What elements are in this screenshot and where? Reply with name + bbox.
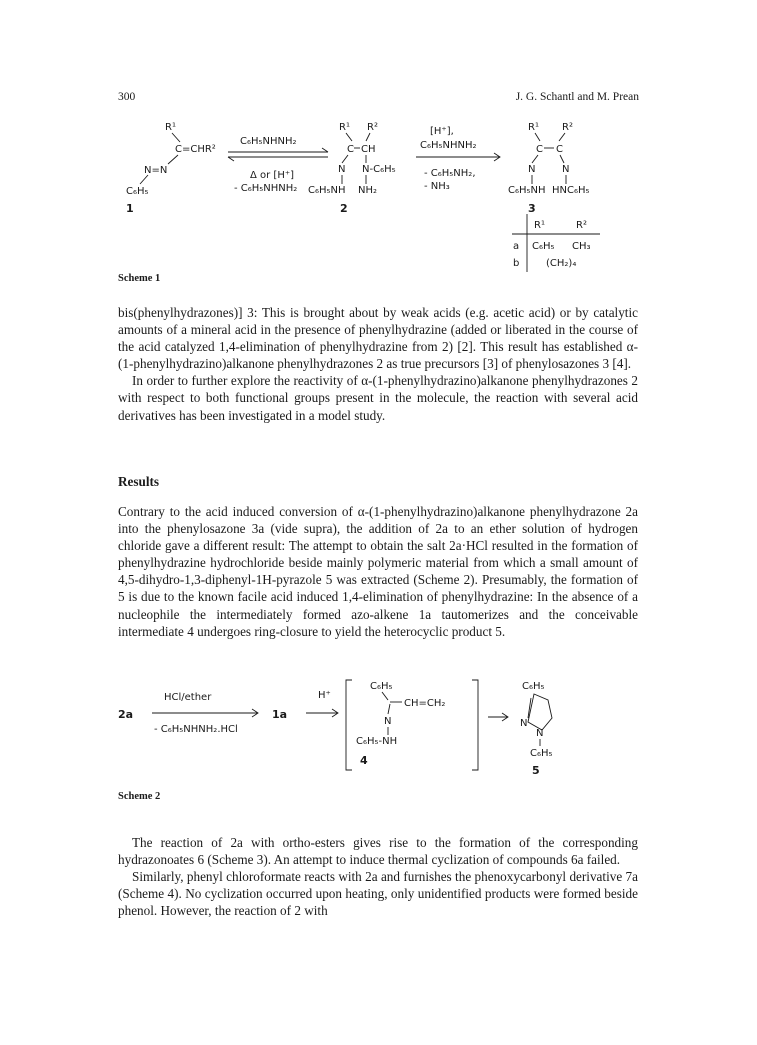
s1-c2-r1: R¹ (339, 122, 350, 133)
s1-c2-ch: CH (361, 144, 376, 155)
s1-c2-bond-r1 (346, 133, 352, 141)
s1-compound-3-number: 3 (528, 202, 536, 215)
s2-bracket-right (472, 680, 478, 770)
s1-c1-bond-nph (140, 175, 148, 184)
s1-c2-bond-cn (342, 155, 348, 163)
scheme-1-caption: Scheme 1 (118, 273, 161, 284)
paragraph-1: bis(phenylhydrazones)] 3: This is brought about by weak acids (e.g. acetic acid) or by catalytic amounts of a mineral acid in the presence of phenylhydrazine (added or liberated in the course of the acid catalyzed 1,4-elimination of phenylhydrazine from 2) [2]. This result has established α-(1-phenylhydrazino)alkanone phenylhydrazones 2 as true precursors [3] of phenylosazones 3 [4]. (118, 305, 638, 372)
s1-arrow1-head (322, 148, 328, 152)
s1-c3-c2: C (556, 144, 563, 155)
s1-table-row-a-r2: CH₃ (572, 241, 591, 252)
s1-c1-alkene: C=CHR² (175, 144, 216, 155)
page-number: 300 (118, 91, 136, 103)
scheme-1-figure (110, 112, 650, 277)
s1-table-row-a-id: a (513, 241, 520, 252)
s1-c1-r1: R¹ (165, 122, 176, 133)
scheme-2-caption: Scheme 2 (118, 791, 161, 802)
s1-table-head-r2: R² (576, 220, 587, 231)
s1-arrow2-byproduct2: - NH₃ (424, 181, 450, 192)
s1-table-row-a-r1: C₆H₅ (532, 241, 555, 252)
s2-c5-phenyl: C₆H₅ (522, 681, 545, 692)
s2-c4-bond-cn (388, 704, 390, 714)
s2-c4-n: N (384, 716, 392, 727)
s1-c1-bond-r1 (172, 133, 180, 142)
s1-c2-carbon: C (347, 144, 354, 155)
s1-arrow1-head-rev (228, 157, 234, 161)
s2-intermediate-1a: 1a (272, 708, 288, 721)
body-text-results (118, 503, 638, 640)
s1-c2-r2: R² (367, 122, 378, 133)
s1-c1-azo: N=N (144, 165, 168, 176)
s1-c2-bond-r2 (366, 133, 370, 141)
s2-c5-n2: N (536, 728, 544, 739)
s1-c3-c1: C (536, 144, 543, 155)
s1-c3-bond-r2 (559, 133, 565, 141)
s1-c3-r1: R¹ (528, 122, 539, 133)
body-text-upper (118, 304, 638, 424)
s1-arrow2-reagent: C₆H₅NHNH₂ (420, 140, 477, 151)
s2-c4-phnh: C₆H₅-NH (356, 736, 398, 747)
scheme-2-figure (110, 672, 650, 782)
s2-c5-phenyl2: C₆H₅ (530, 748, 553, 759)
s1-table-row-b-id: b (513, 258, 520, 269)
s2-c4-bond-ph (382, 692, 388, 700)
s2-bracket-left (346, 680, 352, 770)
s1-arrow1-reagent: C₆H₅NHNH₂ (240, 136, 297, 147)
paragraph-4: The reaction of 2a with ortho-esters gives rise to the formation of the corresponding hydrazonoates 6 (Scheme 3). An attempt to induce thermal cyclization of compounds 6a failed. (118, 835, 638, 868)
s1-c3-hnph: HNC₆H₅ (552, 185, 590, 196)
s2-compound-4-number: 4 (360, 754, 368, 767)
paragraph-3: Contrary to the acid induced conversion of α-(1-phenylhydrazino)alkanone phenylhydrazone 2a into the phenylosazone 3a (vide supra), the addition of 2a to an ether solution of hydrogen chloride gave a different result: The attempt to obtain the salt 2a·HCl resulted in the formation of phenylhydrazine hydrochloride beside mainly polymeric material from which a small amount of 4,5-dihydro-1,3-diphenyl-1H-pyrazole 5 was extracted (Scheme 2). Presumably, the formation of 5 is due to the known facile acid induced 1,4-elimination of phenylhydrazine: In the absence of a nucleophile the intermediately formed azo-alkene 1a tautomerizes and the conceivable intermediate 4 undergoes ring-closure to yield the heterocyclic product 5. (118, 504, 638, 639)
s1-compound-1-number: 1 (126, 202, 134, 215)
s1-c3-r2: R² (562, 122, 573, 133)
s2-c5-ring (528, 694, 552, 730)
s2-start-compound: 2a (118, 708, 134, 721)
s1-c1-phenyl: C₆H₅ (126, 186, 149, 197)
running-header-authors: J. G. Schantl and M. Prean (515, 91, 639, 103)
s1-table-row-b-r1: (CH₂)₄ (546, 258, 577, 269)
s2-c5-n1: N (520, 718, 528, 729)
s1-arrow1-condition: Δ or [H⁺] (250, 170, 295, 181)
s2-c4-vinyl: CH=CH₂ (404, 698, 446, 709)
s1-c2-n: N (338, 164, 346, 175)
s1-c3-phnh: C₆H₅NH (508, 185, 546, 196)
body-text-lower (118, 834, 638, 919)
s1-c3-n2: N (562, 164, 570, 175)
s2-compound-5-number: 5 (532, 764, 540, 777)
s1-arrow2-acid: [H⁺], (430, 126, 454, 137)
s1-c2-nph: N-C₆H₅ (362, 164, 396, 175)
paragraph-2: In order to further explore the reactivity of α-(1-phenylhydrazino)alkanone phenylhydrazones 2 with respect to both functional groups present in the molecule, the reaction with several acid derivatives has been investigated in a model study. (118, 373, 638, 423)
s1-c3-bond-r1 (535, 133, 540, 141)
s2-c4-phenyl: C₆H₅ (370, 681, 393, 692)
paragraph-5: Similarly, phenyl chloroformate reacts with 2a and furnishes the phenoxycarbonyl derivative 7a (Scheme 4). No cyclization occurred upon heating, only unidentified products were formed beside phenol. However, the reaction of 2 with (118, 869, 638, 919)
s1-c3-bond-cn2 (560, 155, 564, 163)
results-heading: Results (118, 474, 160, 489)
s1-table-head-r1: R¹ (534, 220, 545, 231)
s1-c1-bond-cn (168, 155, 178, 164)
s1-c2-nh2: NH₂ (358, 185, 378, 196)
s2-arrow2-acid: H⁺ (318, 690, 331, 701)
s1-c3-bond-cn1 (532, 155, 538, 163)
s1-compound-2-number: 2 (340, 202, 348, 215)
s2-arrow1-reagent: HCl/ether (164, 692, 212, 703)
s1-c3-n1: N (528, 164, 536, 175)
s1-arrow2-byproduct1: - C₆H₅NH₂, (424, 168, 476, 179)
s1-arrow1-byproduct: - C₆H₅NHNH₂ (234, 183, 298, 194)
s2-arrow1-byproduct: - C₆H₅NHNH₂.HCl (154, 724, 238, 735)
s1-c2-phnh: C₆H₅NH (308, 185, 346, 196)
